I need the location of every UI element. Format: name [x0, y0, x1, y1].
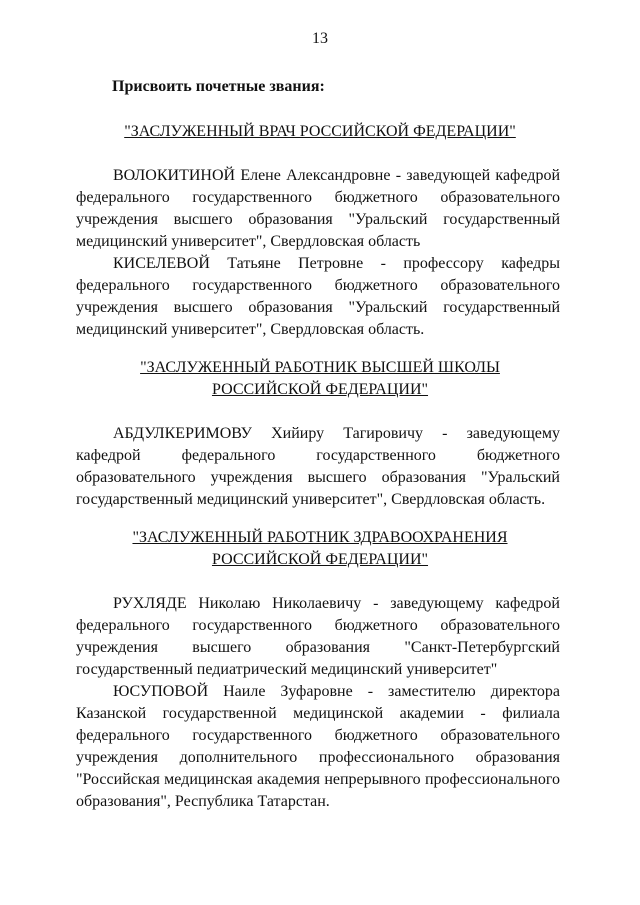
award-entry-volokitina: ВОЛОКИТИНОЙ Елене Александровне - заведующей кафедрой федерального государственного бюджетного образовательного учреждения высшего образования "Уральский государственный медицинский университет", Свердловская область — [76, 167, 560, 250]
award-entry-rukhlyade: РУХЛЯДЕ Николаю Николаевичу - заведующему кафедрой федерального государственного бюджетного образовательного учреждения высшего образования "Санкт-Петербургский государственный педиатрический медицинский университет" — [76, 595, 560, 678]
section-title-line: "ЗАСЛУЖЕННЫЙ РАБОТНИК ЗДРАВООХРАНЕНИЯ — [132, 529, 508, 546]
section-title-line: РОССИЙСКОЙ ФЕДЕРАЦИИ" — [211, 551, 429, 568]
intro-heading: Присвоить почетные звания: — [112, 78, 325, 95]
section-title-honored-higher-school — [0, 357, 640, 401]
award-entry-yusupova: ЮСУПОВОЙ Наиле Зуфаровне - заместителю директора Казанской государственной медицинской академии - филиала федерального государственного бюджетного образовательного учреждения дополнительного профессионального образования "Российская медицинская академия непрерывного профессионального образования", Республика Татарстан. — [76, 683, 560, 810]
section-title-honored-doctor — [0, 121, 640, 143]
section-title-line: "ЗАСЛУЖЕННЫЙ ВРАЧ РОССИЙСКОЙ ФЕДЕРАЦИИ" — [124, 123, 516, 140]
section-title-honored-healthcare — [0, 527, 640, 571]
award-entry-kiseleva: КИСЕЛЕВОЙ Татьяне Петровне - профессору кафедры федерального государственного бюджетного образовательного учреждения высшего образования "Уральский государственный медицинский университет", Свердловская область. — [76, 255, 560, 338]
section-title-line: РОССИЙСКОЙ ФЕДЕРАЦИИ" — [211, 381, 429, 398]
page-number: 13 — [312, 30, 328, 47]
award-entry-abdulkerimov: АБДУЛКЕРИМОВУ Хийиру Тагировичу - заведующему кафедрой федерального государственного бюджетного образовательного учреждения высшего образования "Уральский государственный медицинский университет", Свердловская область. — [76, 425, 560, 508]
section-title-line: "ЗАСЛУЖЕННЫЙ РАБОТНИК ВЫСШЕЙ ШКОЛЫ — [140, 359, 500, 376]
